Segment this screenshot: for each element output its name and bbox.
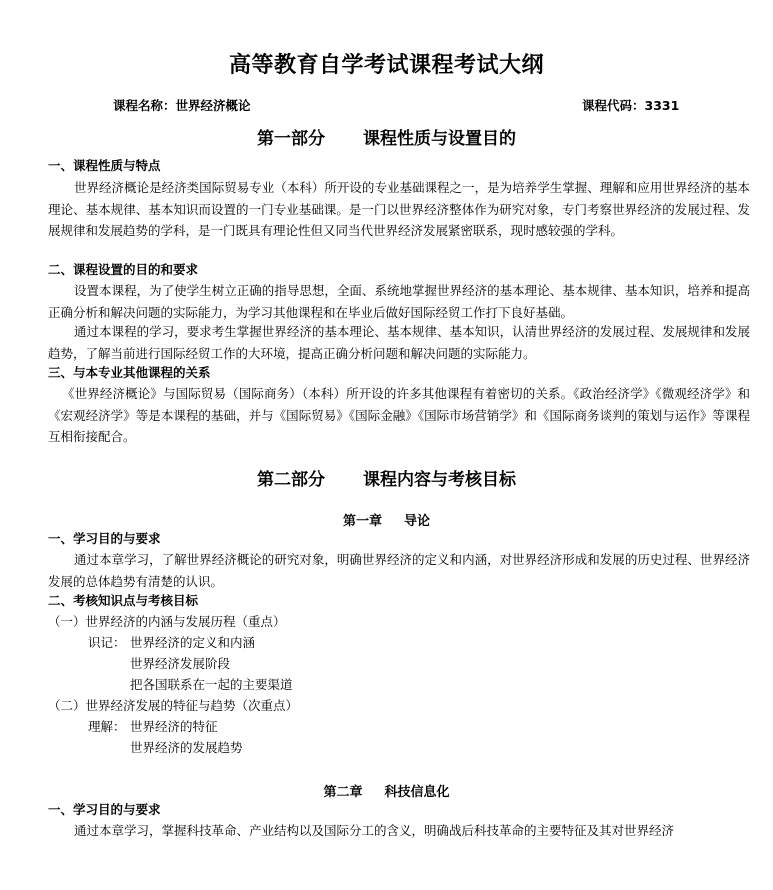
part2-label: 第二部分	[257, 470, 325, 490]
chapter1-item1: （一）世界经济的内涵与发展历程（重点）	[48, 614, 286, 629]
chapter2-label: 第二章	[323, 785, 363, 800]
part1-section1-heading: 一、课程性质与特点	[48, 158, 161, 173]
chapter1-item1-point: 把各国联系在一起的主要渠道	[130, 677, 293, 692]
course-code: 课程代码：3331	[582, 98, 680, 113]
part1-title: 课程性质与设置目的	[363, 129, 516, 149]
chapter1-section1-heading: 一、学习目的与要求	[48, 531, 161, 546]
chapter1-item2-point: 世界经济的发展趋势	[130, 740, 243, 755]
chapter1-title: 导论	[404, 514, 431, 529]
part1-label: 第一部分	[257, 129, 325, 149]
part2-title: 课程内容与考核目标	[363, 470, 516, 490]
chapter1-section1-text: 通过本章学习，了解世界经济概论的研究对象，明确世界经济的定义和内涵，对世界经济形成和发展的历史过程、世界经济发展的总体趋势有清楚的认识。	[48, 552, 750, 589]
part1-section2-text2: 通过本课程的学习，要求考生掌握世界经济的基本理论、基本规律、基本知识，认清世界经济的发展过程、发展规律和发展趋势，了解当前进行国际经贸工作的大环境，提高正确分析问题和解决问题的实际能力。	[48, 324, 750, 361]
chapter1-heading	[0, 510, 773, 529]
chapter1-item1-level: 识记：	[88, 635, 126, 650]
chapter1-item2: （二）世界经济发展的特征与趋势（次重点）	[48, 698, 299, 713]
document-title: 高等教育自学考试课程考试大纲	[228, 52, 544, 78]
chapter2-section1-heading: 一、学习目的与要求	[48, 802, 161, 817]
part2-heading	[0, 465, 773, 490]
chapter1-label: 第一章	[342, 514, 382, 529]
chapter2-title: 科技信息化	[384, 785, 450, 800]
part1-section1-text: 世界经济概论是经济类国际贸易专业（本科）所开设的专业基础课程之一，是为培养学生掌握、理解和应用世界经济的基本理论、基本规律、基本知识而设置的一门专业基础课。是一门以世界经济整体作为研究对象，专门考察世界经济的发展过程、发展规律和发展趋势的学科，是一门既具有理论性但又同当代世界经济发展紧密联系，现时感较强的学科。	[48, 180, 750, 238]
part1-section2-heading: 二、课程设置的目的和要求	[48, 262, 199, 277]
part1-section2-text1: 设置本课程，为了使学生树立正确的指导思想，全面、系统地掌握世界经济的基本理论、基本规律、基本知识，培养和提高正确分析和解决问题的实际能力，为学习其他课程和在毕业后做好国际经贸工作打下良好基础。	[48, 283, 750, 320]
course-name: 课程名称：世界经济概论	[113, 98, 251, 113]
chapter1-section2-heading: 二、考核知识点与考核目标	[48, 593, 199, 608]
part1-heading	[0, 124, 773, 149]
part1-section3-heading: 三、与本专业其他课程的关系	[48, 365, 211, 380]
chapter1-item2-level: 理解：	[88, 719, 126, 734]
chapter2-section1-text: 通过本章学习，掌握科技革命、产业结构以及国际分工的含义，明确战后科技革命的主要特征及其对世界经济	[74, 823, 675, 838]
chapter1-item1-point: 世界经济发展阶段	[130, 656, 231, 671]
chapter1-item1-point: 世界经济的定义和内涵	[130, 635, 256, 650]
chapter1-item2-point: 世界经济的特征	[130, 719, 218, 734]
chapter2-heading	[0, 781, 773, 800]
part1-section3-text: 《世界经济概论》与国际贸易（国际商务）（本科）所开设的许多其他课程有着密切的关系。《政治经济学》《微观经济学》和《宏观经济学》等是本课程的基础，并与《国际贸易》《国际金融》《国际市场营销学》和《国际商务谈判的策划与运作》等课程互相衔接配合。	[48, 386, 750, 444]
